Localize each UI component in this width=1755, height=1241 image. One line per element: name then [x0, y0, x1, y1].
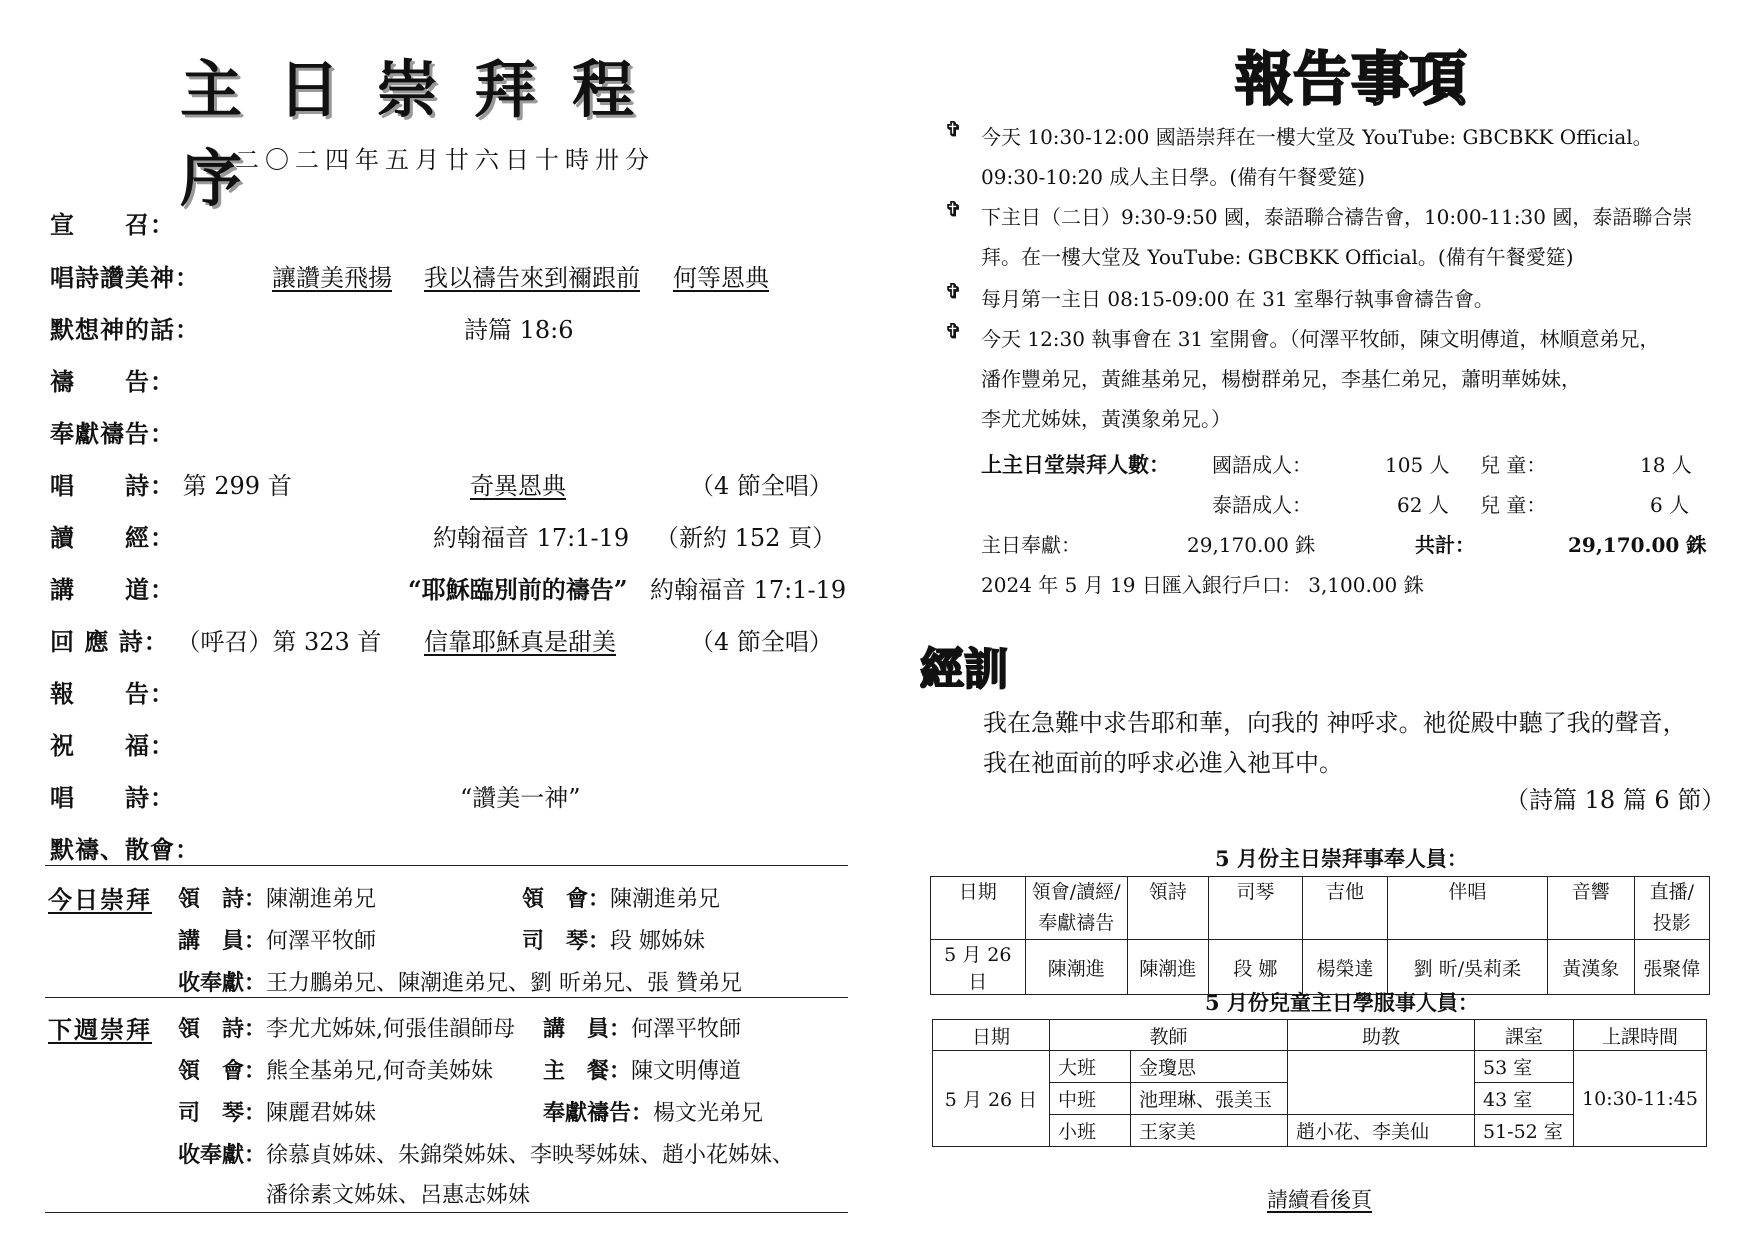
scripture-title: 經訓: [920, 644, 1008, 695]
order-benediction: [50, 726, 175, 766]
order-closing-hymn: [50, 778, 581, 818]
scripture-reference: （詩篇 18 篇 6 節）: [1505, 786, 1726, 814]
order-praise: [50, 258, 769, 298]
order-reading: [50, 518, 837, 558]
next-offering: 收奉獻：徐慕貞姊妹、朱錦榮姊妹、李映琴姊妹、趙小花姊妹、: [178, 1142, 795, 1168]
class-teacher: 王家美: [1131, 1115, 1288, 1147]
announcement-item: ✞ 今天 12:30 執事會在 31 室開會。（何澤平牧師，陳文明傳道，林順意弟兄， 潘作豐弟兄，黃維基弟兄，楊樹群弟兄，李基仁弟兄，蕭明華姊妹， 李尤尤姊妹，黃漢象弟兄。）: [945, 319, 1660, 431]
class-assistant: 趙小花、李美仙: [1288, 1115, 1475, 1147]
next-pianist: 司 琴：陳麗君姊妹: [178, 1100, 377, 1126]
response-number: （呼召）第 323 首: [176, 628, 382, 656]
thai-children: 6 人: [1650, 493, 1690, 517]
song-1: 讓讚美飛揚: [272, 264, 392, 292]
col-time: 上課時間: [1574, 1020, 1707, 1051]
today-lead: 領 詩：陳潮進弟兄: [178, 886, 377, 912]
order-hymn: [50, 466, 833, 506]
mandarin-adults-label: 國語成人：: [1212, 453, 1312, 477]
table-header-row: [933, 1020, 1707, 1051]
class-room: 51-52 室: [1475, 1115, 1574, 1147]
table-header-row: [931, 877, 1710, 940]
order-label: 奉獻禱告：: [50, 419, 175, 448]
offering-label: 主日奉獻：: [981, 533, 1081, 557]
today-host: 領 會：陳潮進弟兄: [522, 886, 721, 912]
thai-adults-label: 泰語成人：: [1212, 493, 1312, 517]
col-sound: 音響: [1547, 877, 1634, 940]
class-room: 53 室: [1475, 1051, 1574, 1083]
today-pianist: 司 琴：段 娜姊妹: [522, 928, 706, 954]
order-announcements: [50, 674, 175, 714]
scripture-line-1: 我在急難中求告耶和華，向我的 神呼求。祂從殿中聽了我的聲音，: [983, 709, 1687, 737]
order-label: 講 道：: [50, 575, 175, 604]
order-label: 唱 詩：: [50, 783, 175, 812]
next-lead: 領 詩：李尤尤姊妹,何張佳韻師母: [178, 1016, 516, 1042]
next-speaker: 講 員：何澤平牧師: [543, 1016, 742, 1042]
next-offering-cont: 潘徐素文姊妹、呂惠志姊妹: [266, 1183, 531, 1208]
mandarin-children-label: 兒 童：: [1480, 453, 1547, 477]
continue-link[interactable]: 請續看後頁: [1267, 1188, 1372, 1212]
closing-hymn-title: “讚美一神”: [460, 784, 581, 812]
col-stream: 直播/ 投影: [1634, 877, 1709, 940]
col-lead: 領詩: [1127, 877, 1208, 940]
divider: [45, 865, 848, 866]
attendance-label: 上主日堂崇拜人數：: [981, 452, 1170, 477]
cross-icon: ✞: [945, 319, 962, 343]
sermon-passage: 約翰福音 17:1-19: [650, 576, 847, 604]
col-teacher: 教師: [1050, 1020, 1288, 1051]
reading-text: 約翰福音 17:1-19: [433, 524, 630, 552]
sermon-title: “耶穌臨別前的禱告”: [408, 575, 628, 604]
table-cell: 陳潮進: [1127, 940, 1208, 995]
next-host: 領 會：熊全基弟兄,何奇美姊妹: [178, 1058, 494, 1084]
order-label: 禱 告：: [50, 367, 175, 396]
meditation-text: 詩篇 18:6: [464, 316, 574, 344]
total-label: 共計：: [1415, 533, 1475, 557]
announcements-title: 報告事項: [1235, 45, 1468, 113]
order-label: 回 應 詩：: [50, 627, 169, 656]
mandarin-adults: 105 人: [1385, 453, 1450, 477]
order-label: 讀 經：: [50, 523, 175, 552]
announcement-list: [945, 117, 1735, 439]
class-teacher: 池理琳、張美玉: [1131, 1083, 1288, 1115]
order-response-hymn: [50, 622, 833, 662]
announcement-item: ✞ 下主日（二日）9:30-9:50 國，泰語聯合禱告會，10:00-11:30 國，泰語聯合崇 拜。在一樓大堂及 YouTube: GBCBKK Official。(備有午餐愛筵): [945, 197, 1693, 269]
order-label: 宣 召：: [50, 210, 175, 239]
col-backup: 伴唱: [1387, 877, 1547, 940]
order-label: 唱詩讚美神：: [50, 263, 200, 292]
table-cell: 黃漢象: [1547, 940, 1634, 995]
service-roster-title: 5 月份主日崇拜事奉人員：: [1215, 846, 1468, 871]
table-cell: 楊榮達: [1303, 940, 1388, 995]
order-label: 報 告：: [50, 679, 175, 708]
col-guitar: 吉他: [1303, 877, 1388, 940]
order-dismissal: [50, 830, 200, 870]
table-cell: 張聚偉: [1634, 940, 1709, 995]
hymn-title: 奇異恩典: [470, 472, 566, 500]
next-offering-prayer: 奉獻禱告：楊文光弟兄: [543, 1100, 764, 1126]
response-note: （4 節全唱）: [690, 628, 833, 656]
announcement-item: ✞ 每月第一主日 08:15-09:00 在 31 室舉行執事會禱告會。: [945, 279, 1494, 311]
order-sermon: [50, 570, 847, 610]
today-heading: 今日崇拜: [48, 885, 152, 914]
col-date: 日期: [931, 877, 1026, 940]
cross-icon: ✞: [945, 279, 962, 303]
program-title: 主日崇拜程序: [180, 53, 671, 215]
order-label: 默禱、散會：: [50, 835, 200, 864]
song-2: 我以禱告來到禰跟前: [424, 264, 640, 292]
col-host: 領會/讀經/ 奉獻禱告: [1025, 877, 1127, 940]
table-cell: 5 月 26 日: [933, 1051, 1050, 1147]
class-room: 43 室: [1475, 1083, 1574, 1115]
table-cell: 10:30-11:45: [1574, 1051, 1707, 1147]
offering-amount: 29,170.00 銖: [1187, 533, 1316, 557]
service-date: 二〇二四年五月廿六日十時卅分: [235, 146, 655, 174]
col-piano: 司琴: [1208, 877, 1302, 940]
sunday-school-table: [932, 1019, 1707, 1147]
cross-icon: ✞: [945, 197, 962, 221]
class-name: 大班: [1050, 1051, 1131, 1083]
table-cell: [1288, 1051, 1475, 1115]
hymn-number: 第 299 首: [182, 472, 292, 500]
table-row: [933, 1051, 1707, 1083]
sunday-school-title: 5 月份兒童主日學服事人員：: [1205, 990, 1479, 1015]
announcement-item: ✞ 今天 10:30-12:00 國語崇拜在一樓大堂及 YouTube: GBCBKK Official。 09:30-10:20 成人主日學。(備有午餐愛筵): [945, 117, 1653, 189]
table-cell: 5 月 26 日: [931, 940, 1026, 995]
col-date: 日期: [933, 1020, 1050, 1051]
order-label: 祝 福：: [50, 731, 175, 760]
hymn-note: （4 節全唱）: [690, 472, 833, 500]
total-amount: 29,170.00 銖: [1568, 533, 1707, 557]
thai-children-label: 兒 童：: [1480, 493, 1547, 517]
class-name: 小班: [1050, 1115, 1131, 1147]
order-offering-prayer: [50, 414, 175, 454]
divider: [45, 997, 848, 998]
class-teacher: 金瓊思: [1131, 1051, 1288, 1083]
today-speaker: 講 員：何澤平牧師: [178, 928, 377, 954]
divider: [45, 1212, 848, 1213]
col-assistant: 助教: [1288, 1020, 1475, 1051]
response-title: 信靠耶穌真是甜美: [424, 628, 616, 656]
scripture-line-2: 我在祂面前的呼求必進入祂耳中。: [983, 749, 1343, 777]
order-label: 唱 詩：: [50, 471, 175, 500]
order-call-to-worship: [50, 205, 175, 245]
today-offering: 收奉獻：王力鵬弟兄、陳潮進弟兄、劉 昕弟兄、張 贊弟兄: [178, 970, 743, 996]
order-prayer: [50, 362, 175, 402]
next-heading: 下週崇拜: [48, 1015, 152, 1044]
table-cell: 陳潮進: [1025, 940, 1127, 995]
song-3: 何等恩典: [673, 264, 769, 292]
table-cell: 段 娜: [1208, 940, 1302, 995]
bank-deposit: 2024 年 5 月 19 日匯入銀行戶口： 3,100.00 銖: [981, 573, 1424, 597]
next-communion: 主 餐：陳文明傳道: [543, 1058, 742, 1084]
mandarin-children: 18 人: [1640, 453, 1692, 477]
col-room: 課室: [1475, 1020, 1574, 1051]
cross-icon: ✞: [945, 117, 962, 141]
class-name: 中班: [1050, 1083, 1131, 1115]
order-label: 默想神的話：: [50, 315, 200, 344]
order-meditation: [50, 310, 574, 350]
thai-adults: 62 人: [1397, 493, 1449, 517]
reading-note: （新約 152 頁）: [655, 524, 837, 552]
service-roster-table: [930, 876, 1710, 995]
table-cell: 劉 昕/吳莉柔: [1387, 940, 1547, 995]
